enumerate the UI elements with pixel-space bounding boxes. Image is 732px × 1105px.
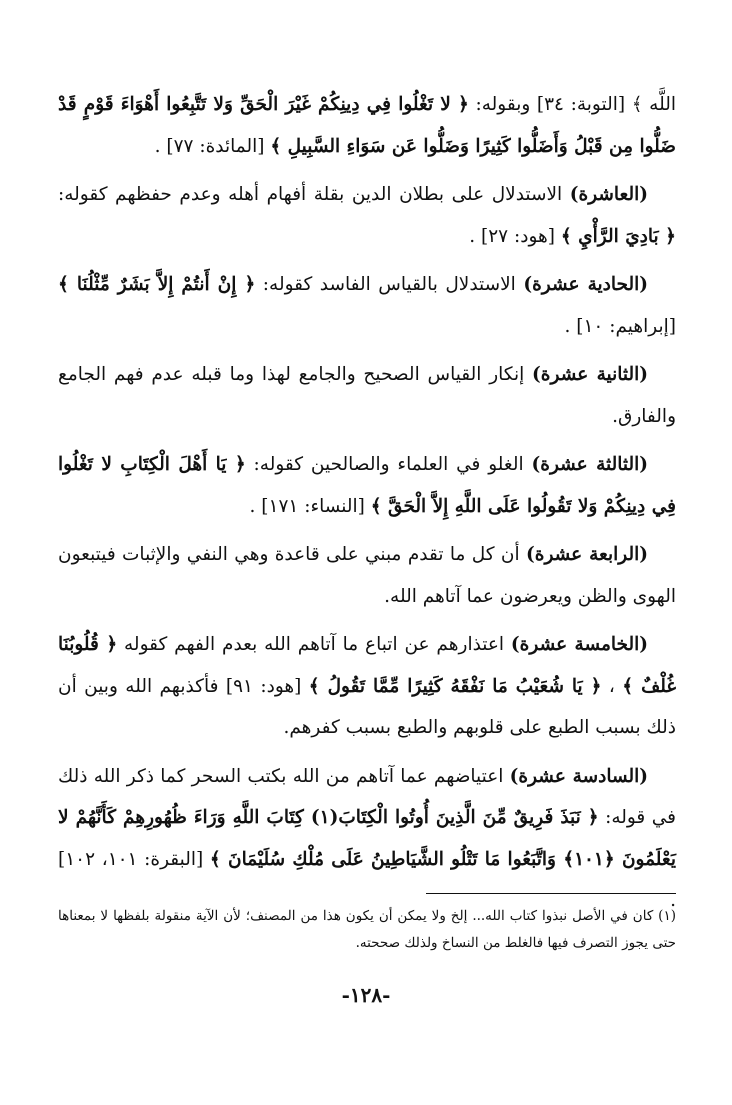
paragraph (58, 264, 676, 347)
body-text-run: [إبراهيم: ١٠] . (564, 315, 676, 337)
body-text-run: الغلو في العلماء والصالحين كقوله: (245, 454, 532, 475)
body-text-run: اعتياضهم عما آتاهم من الله بكتب السحر كما ذكر الله ذلك في قوله: (58, 765, 676, 828)
paragraph (58, 174, 676, 257)
body-text-run: إنكار القياس الصحيح والجامع لهذا وما قبله عدم فهم الجامع والفارق. (58, 364, 676, 427)
paragraph (58, 84, 676, 167)
body-text-run: [المائدة: ٧٧] . (154, 135, 271, 157)
body-text-run: ، (601, 675, 623, 697)
emphasized-text: ﴿ إِنْ أَنتُمْ إِلاَّ بَشَرٌ مِّثْلُنَا ﴾ (58, 274, 256, 295)
body-text-run: الاستدلال بالقياس الفاسد كقوله: (255, 274, 524, 295)
emphasized-text: (العاشرة) (569, 184, 648, 205)
emphasized-text: (الرابعة عشرة) (526, 544, 648, 565)
emphasized-text: ﴿ نَبَذَ فَرِيقٌ مِّنَ الَّذِينَ أُوتُوا الْكِتَابَ(١) كِتَابَ اللَّهِ وَرَاءَ ظُهُورِهِمْ كَأَنَّهُمْ لا يَعْلَمُونَ ﴿١٠١﴾ وَاتَّبَعُوا مَا تَتْلُو الشَّيَاطِينُ عَلَى مُلْكِ سُلَيْمَانَ ﴾ (58, 807, 676, 870)
footnote: (١) كان في الأصل نبذوا كتاب الله... إلخ ولا يمكن أن يكون هذا من المصنف؛ لأن الآية منقولة بلفظها لا بمعناها حتى يجوز التصرف فيها فالغلط من النساخ ولذلك صححته. (58, 908, 676, 951)
body-text-run: اعتذارهم عن اتباع ما آتاهم الله بعدم الفهم كقوله (117, 634, 511, 655)
emphasized-text: ﴿ لا تَغْلُوا فِي دِينِكُمْ غَيْرَ الْحَقِّ وَلا تَتَّبِعُوا أَهْوَاءَ قَوْمٍ قَدْ ضَلُّوا مِن قَبْلُ وَأَضَلُّوا كَثِيرًا وَضَلُّوا عَن سَوَاءِ السَّبِيلِ ﴾ (58, 94, 676, 157)
emphasized-text: (الحادية عشرة) (523, 274, 648, 295)
paragraph (58, 624, 676, 749)
body-text-run: [النساء: ١٧١] . (249, 495, 371, 517)
emphasized-text: (الثانية عشرة) (532, 364, 648, 385)
paragraph (58, 534, 676, 617)
paragraph (58, 354, 676, 437)
page-number: -١٢٨- (341, 983, 391, 1007)
body-text-run: [هود: ٩١] فأكذبهم الله وبين أن ذلك بسبب الطبع على قلوبهم والطبع بسبب كفرهم. (58, 675, 676, 738)
emphasized-text: ﴿ يَا أَهْلَ الْكِتَابِ لا تَغْلُوا فِي دِينِكُمْ وَلا تَقُولُوا عَلَى اللَّهِ إِلاَّ الْحَقَّ ﴾ (58, 454, 676, 517)
paragraph (58, 444, 676, 527)
body-text-run: [هود: ٢٧] . (469, 225, 561, 247)
emphasized-text: ﴿ بَادِيَ الرَّأْيِ ﴾ (560, 225, 676, 247)
emphasized-text: ﴿ يَا شُعَيْبُ مَا نَفْقَهُ كَثِيرًا مِّمَّا تَقُولُ ﴾ (308, 675, 602, 697)
body-text-run: الاستدلال على بطلان الدين بقلة أفهام أهله وعدم حفظهم كقوله: (58, 184, 570, 205)
paragraph (58, 756, 676, 922)
emphasized-text: (الثالثة عشرة) (531, 454, 648, 475)
emphasized-text: (الخامسة عشرة) (510, 634, 648, 655)
body-text-run: [البقرة: ١٠١، ١٠٢] . (58, 848, 676, 911)
emphasized-text: ﴿ قُلُوبُنَا غُلْفٌ ﴾ (58, 634, 677, 697)
footnote-separator (426, 893, 676, 894)
page-body (58, 84, 676, 922)
body-text-run: أن كل ما تقدم مبني على قاعدة وهي النفي والإثبات فيتبعون الهوى والظن ويعرضون عما آتاهم الله. (58, 544, 676, 607)
emphasized-text: (السادسة عشرة) (509, 765, 648, 787)
body-text-run: اللَّه ﴾ [التوبة: ٣٤] وبقوله: (468, 94, 676, 115)
